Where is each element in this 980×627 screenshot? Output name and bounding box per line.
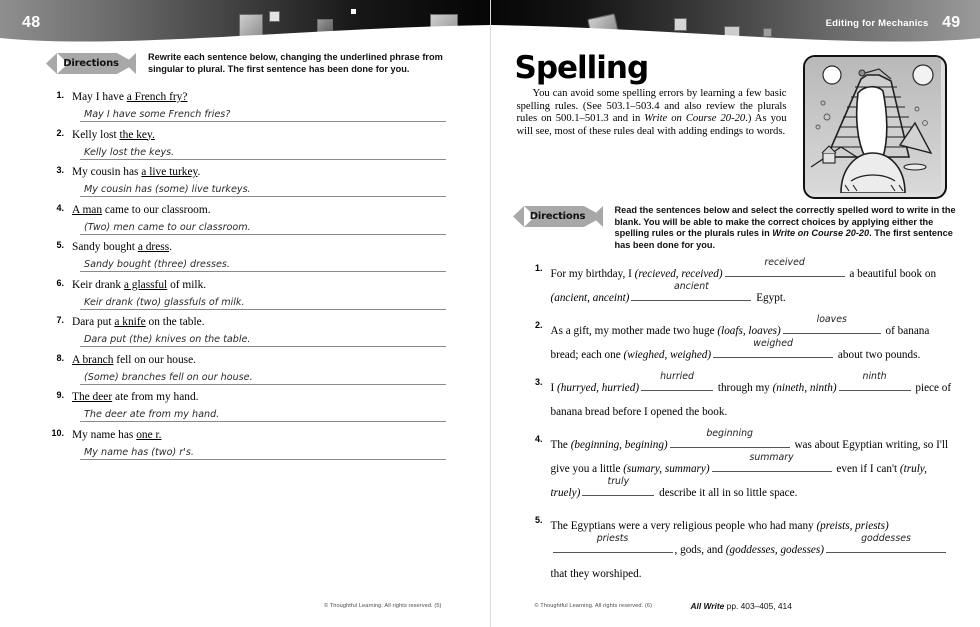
exercise-item (46, 128, 446, 160)
answer-line[interactable] (80, 406, 446, 422)
prompt-post: on the table. (145, 316, 205, 328)
sentence-text: about two pounds. (835, 349, 921, 361)
spelling-item-body (550, 371, 957, 424)
footer-reference-italic: All Write (690, 601, 725, 611)
exercise-number: 5. (56, 240, 64, 250)
handwritten-answer: (Some) branches fell on our house. (84, 371, 253, 383)
directions-text-left: Rewrite each sentence below, changing the underlined phrase from singular to plural. The first sentence has been done for you. (148, 52, 443, 74)
page-number-right: 49 (942, 14, 961, 31)
spelling-item-body (550, 257, 957, 310)
exercise-number: 6. (56, 277, 64, 288)
sentence-text: piece of banana bread before I opened the book. (550, 382, 952, 418)
dir-text-italic: Write on Course 20-20 (772, 228, 870, 239)
exercise-number: 3. (56, 165, 64, 175)
prompt-pre: Dara put (72, 316, 115, 328)
fill-in-blank[interactable] (553, 533, 673, 553)
exercise-number: 1. (56, 90, 64, 100)
prompt-pre: Keir drank (72, 278, 124, 291)
prompt-post: came to our classroom. (102, 203, 211, 216)
handwritten-answer: My name has (two) r's. (84, 446, 194, 458)
exercise-prompt (72, 353, 446, 368)
word-choice-pair: (nineth, ninth) (772, 382, 837, 394)
handwritten-answer: Keir drank (two) glassfuls of milk. (84, 296, 245, 308)
running-head: Editing for Mechanics (825, 18, 929, 29)
exercise-prompt (72, 278, 446, 293)
blank-answer: received (764, 257, 805, 268)
exercise-number: 7. (56, 315, 64, 325)
directions-block-right (513, 205, 963, 251)
spelling-item-number: 4. (534, 434, 543, 444)
handwritten-answer: Sandy bought (three) dresses. (84, 259, 230, 270)
blank-answer: hurried (660, 371, 695, 382)
egypt-scene-icon (805, 57, 941, 193)
directions-text-right (615, 205, 963, 251)
spelling-item-number: 1. (534, 263, 543, 273)
prompt-pre: May I have (72, 91, 127, 103)
sentence-text: As a gift, my mother made two huge (550, 325, 718, 337)
blank-answer: beginning (706, 428, 753, 439)
sentence-text: , gods, and (674, 544, 726, 556)
exercise-prompt (72, 90, 446, 105)
sentence-text: even if I can't (833, 463, 900, 475)
spelling-item-body (551, 514, 957, 586)
spelling-item (527, 257, 957, 310)
fill-in-blank[interactable] (839, 371, 911, 391)
spelling-item-number: 5. (534, 515, 543, 525)
exercise-prompt (72, 428, 446, 443)
prompt-underlined-phrase: one r. (136, 428, 162, 441)
decor-square-4 (351, 9, 356, 14)
footer-copyright-left: © Thoughtful Learning. All rights reserved. (5) (323, 603, 442, 609)
sentence-text: Egypt. (753, 292, 786, 304)
blank-answer: goddesses (861, 533, 911, 544)
exercise-number: 8. (56, 352, 64, 363)
prompt-underlined-phrase: a French fry? (126, 91, 188, 103)
directions-banner-right (513, 206, 603, 227)
exercise-prompt (72, 240, 446, 255)
answer-line[interactable] (80, 331, 446, 347)
header-curve (0, 24, 490, 46)
footer-reference-rest: pp. 403–405, 414 (724, 601, 792, 611)
fill-in-blank[interactable] (826, 533, 946, 553)
prompt-pre: Kelly lost (72, 128, 120, 141)
spelling-item (527, 314, 957, 367)
directions-banner-left (46, 53, 136, 74)
exercise-prompt (72, 390, 446, 405)
word-choice-pair: (preists, priests) (816, 520, 889, 532)
word-choice-pair: (recieved, received) (634, 268, 723, 280)
word-choice-pair: (wieghed, weighed) (623, 349, 712, 361)
answer-line[interactable] (80, 219, 446, 235)
answer-line[interactable] (80, 256, 446, 272)
word-choice-pair: (goddesses, godesses) (725, 544, 824, 556)
fill-in-blank[interactable] (712, 452, 832, 472)
spelling-item-number: 2. (534, 320, 543, 330)
exercise-item (46, 428, 446, 460)
intro-text-1: You can avoid some spelling errors by learning a few basic spelling rules. (See 503.1–503.4 and also review the plurals rules on 500.1–501.3 and in (516, 88, 787, 125)
prompt-underlined-phrase: a dress (137, 241, 170, 253)
blank-answer: weighed (753, 338, 793, 349)
exercise-item (46, 240, 446, 272)
exercise-number: 4. (56, 202, 64, 213)
answer-line[interactable] (80, 294, 446, 310)
sentence-text: that they worshiped. (550, 568, 642, 580)
exercise-number: 10. (51, 427, 64, 438)
footer-copyright-right: © Thoughtful Learning. All rights reserved. (6) (534, 603, 653, 609)
exercise-item (46, 203, 446, 235)
prompt-post: fell on our house. (113, 353, 197, 366)
fill-in-blank[interactable] (641, 371, 713, 391)
fill-in-blank[interactable] (713, 338, 833, 358)
prompt-post: . (197, 166, 201, 178)
exercise-prompt (72, 128, 446, 143)
word-choice-pair: (loafs, loaves) (717, 325, 781, 337)
exercise-prompt (72, 203, 446, 218)
decor-square-2 (269, 11, 280, 22)
sentence-text: I (550, 382, 558, 394)
spelling-item-number: 3. (534, 377, 543, 387)
sentence-text: of banana bread; each one (550, 325, 930, 361)
dir-text-part1: Read the sentences below and select the correctly spelled word to write in the blank. You will be able to make the correct choices by applying either the spelling rules or the plurals rules in (614, 205, 956, 239)
exercise-item (46, 165, 446, 197)
word-choice-pair: (ancient, anceint) (550, 292, 630, 304)
answer-line[interactable] (80, 181, 446, 197)
exercise-number: 2. (56, 127, 64, 138)
directions-block-left (46, 52, 456, 75)
directions-label-right: Directions (529, 211, 586, 222)
left-header-band (0, 0, 490, 46)
handwritten-answer: My cousin has (some) live turkeys. (84, 184, 251, 195)
prompt-post: . (169, 241, 173, 253)
sphinx-illustration (803, 55, 947, 199)
sentence-text: describe it all in so little space. (656, 487, 798, 499)
exercise-item (46, 90, 446, 122)
dir-text-part2: . The first sentence has been done for you. (614, 228, 953, 250)
right-header-band (491, 0, 980, 46)
blank-answer: priests (596, 533, 629, 544)
plural-exercise-list (46, 90, 446, 465)
exercise-item (46, 353, 446, 385)
spelling-exercise-list (527, 257, 957, 595)
handwritten-answer: The deer ate from my hand. (84, 409, 220, 420)
exercise-number: 9. (56, 390, 64, 400)
prompt-post: of milk. (167, 278, 207, 291)
spelling-item-body (550, 428, 957, 505)
exercise-item (46, 278, 446, 310)
exercise-prompt (72, 165, 446, 180)
section-title: Spelling (514, 50, 649, 86)
sentence-text: was about Egyptian writing, so I'll give you a little (550, 439, 949, 475)
answer-line[interactable] (80, 444, 446, 460)
sentence-text: The Egyptians were a very religious people who had many (550, 520, 817, 532)
blank-answer: ninth (862, 371, 887, 382)
blank-answer: loaves (816, 314, 847, 325)
page-number-left: 48 (22, 14, 41, 31)
sentence-text: For my birthday, I (550, 268, 635, 280)
blank-answer: summary (749, 452, 794, 463)
prompt-underlined-phrase: A branch (72, 353, 114, 366)
spelling-item (527, 428, 957, 505)
exercise-prompt (72, 315, 446, 330)
sentence-text: a beautiful book on (846, 268, 937, 280)
spelling-item (527, 514, 957, 586)
prompt-underlined-phrase: a glassful (123, 278, 168, 291)
word-choice-pair: (sumary, summary) (623, 463, 710, 475)
sentence-text: The (550, 439, 571, 451)
handwritten-answer: Dara put (the) knives on the table. (84, 334, 251, 345)
prompt-underlined-phrase: the key. (119, 128, 155, 141)
footer-reference (691, 601, 792, 611)
intro-paragraph (517, 88, 787, 138)
sentence-text: through my (715, 382, 773, 394)
prompt-underlined-phrase: a live turkey (141, 166, 198, 178)
blank-answer: truly (607, 476, 630, 487)
prompt-underlined-phrase: a knife (114, 316, 146, 328)
word-choice-pair: (hurryed, hurried) (557, 382, 640, 394)
word-choice-pair: (truly, truely) (550, 463, 927, 499)
handwritten-answer: May I have some French fries? (84, 109, 231, 120)
answer-line[interactable] (80, 144, 446, 160)
intro-italic-ref: Write on Course 20-20 (644, 113, 746, 125)
prompt-post: ate from my hand. (112, 391, 199, 403)
spelling-item-body (550, 314, 957, 367)
prompt-underlined-phrase: The deer (72, 391, 113, 403)
fill-in-blank[interactable] (631, 281, 751, 301)
spelling-item (527, 371, 957, 424)
answer-line[interactable] (80, 106, 446, 122)
intro-text-2: .) As you will see, most of these rules deal with adding endings to words. (516, 113, 787, 137)
answer-line[interactable] (80, 369, 446, 385)
fill-in-blank[interactable] (582, 476, 654, 496)
prompt-pre: My name has (72, 428, 137, 441)
blank-answer: ancient (673, 281, 709, 292)
exercise-item (46, 315, 446, 347)
prompt-pre: My cousin has (72, 166, 142, 178)
prompt-underlined-phrase: A man (72, 203, 103, 216)
prompt-pre: Sandy bought (72, 241, 138, 253)
handwritten-answer: Kelly lost the keys. (84, 146, 175, 158)
right-page (491, 0, 980, 627)
handwritten-answer: (Two) men came to our classroom. (84, 221, 251, 233)
directions-label-left: Directions (63, 58, 119, 69)
word-choice-pair: (beginning, begining) (570, 439, 668, 451)
exercise-item (46, 390, 446, 422)
